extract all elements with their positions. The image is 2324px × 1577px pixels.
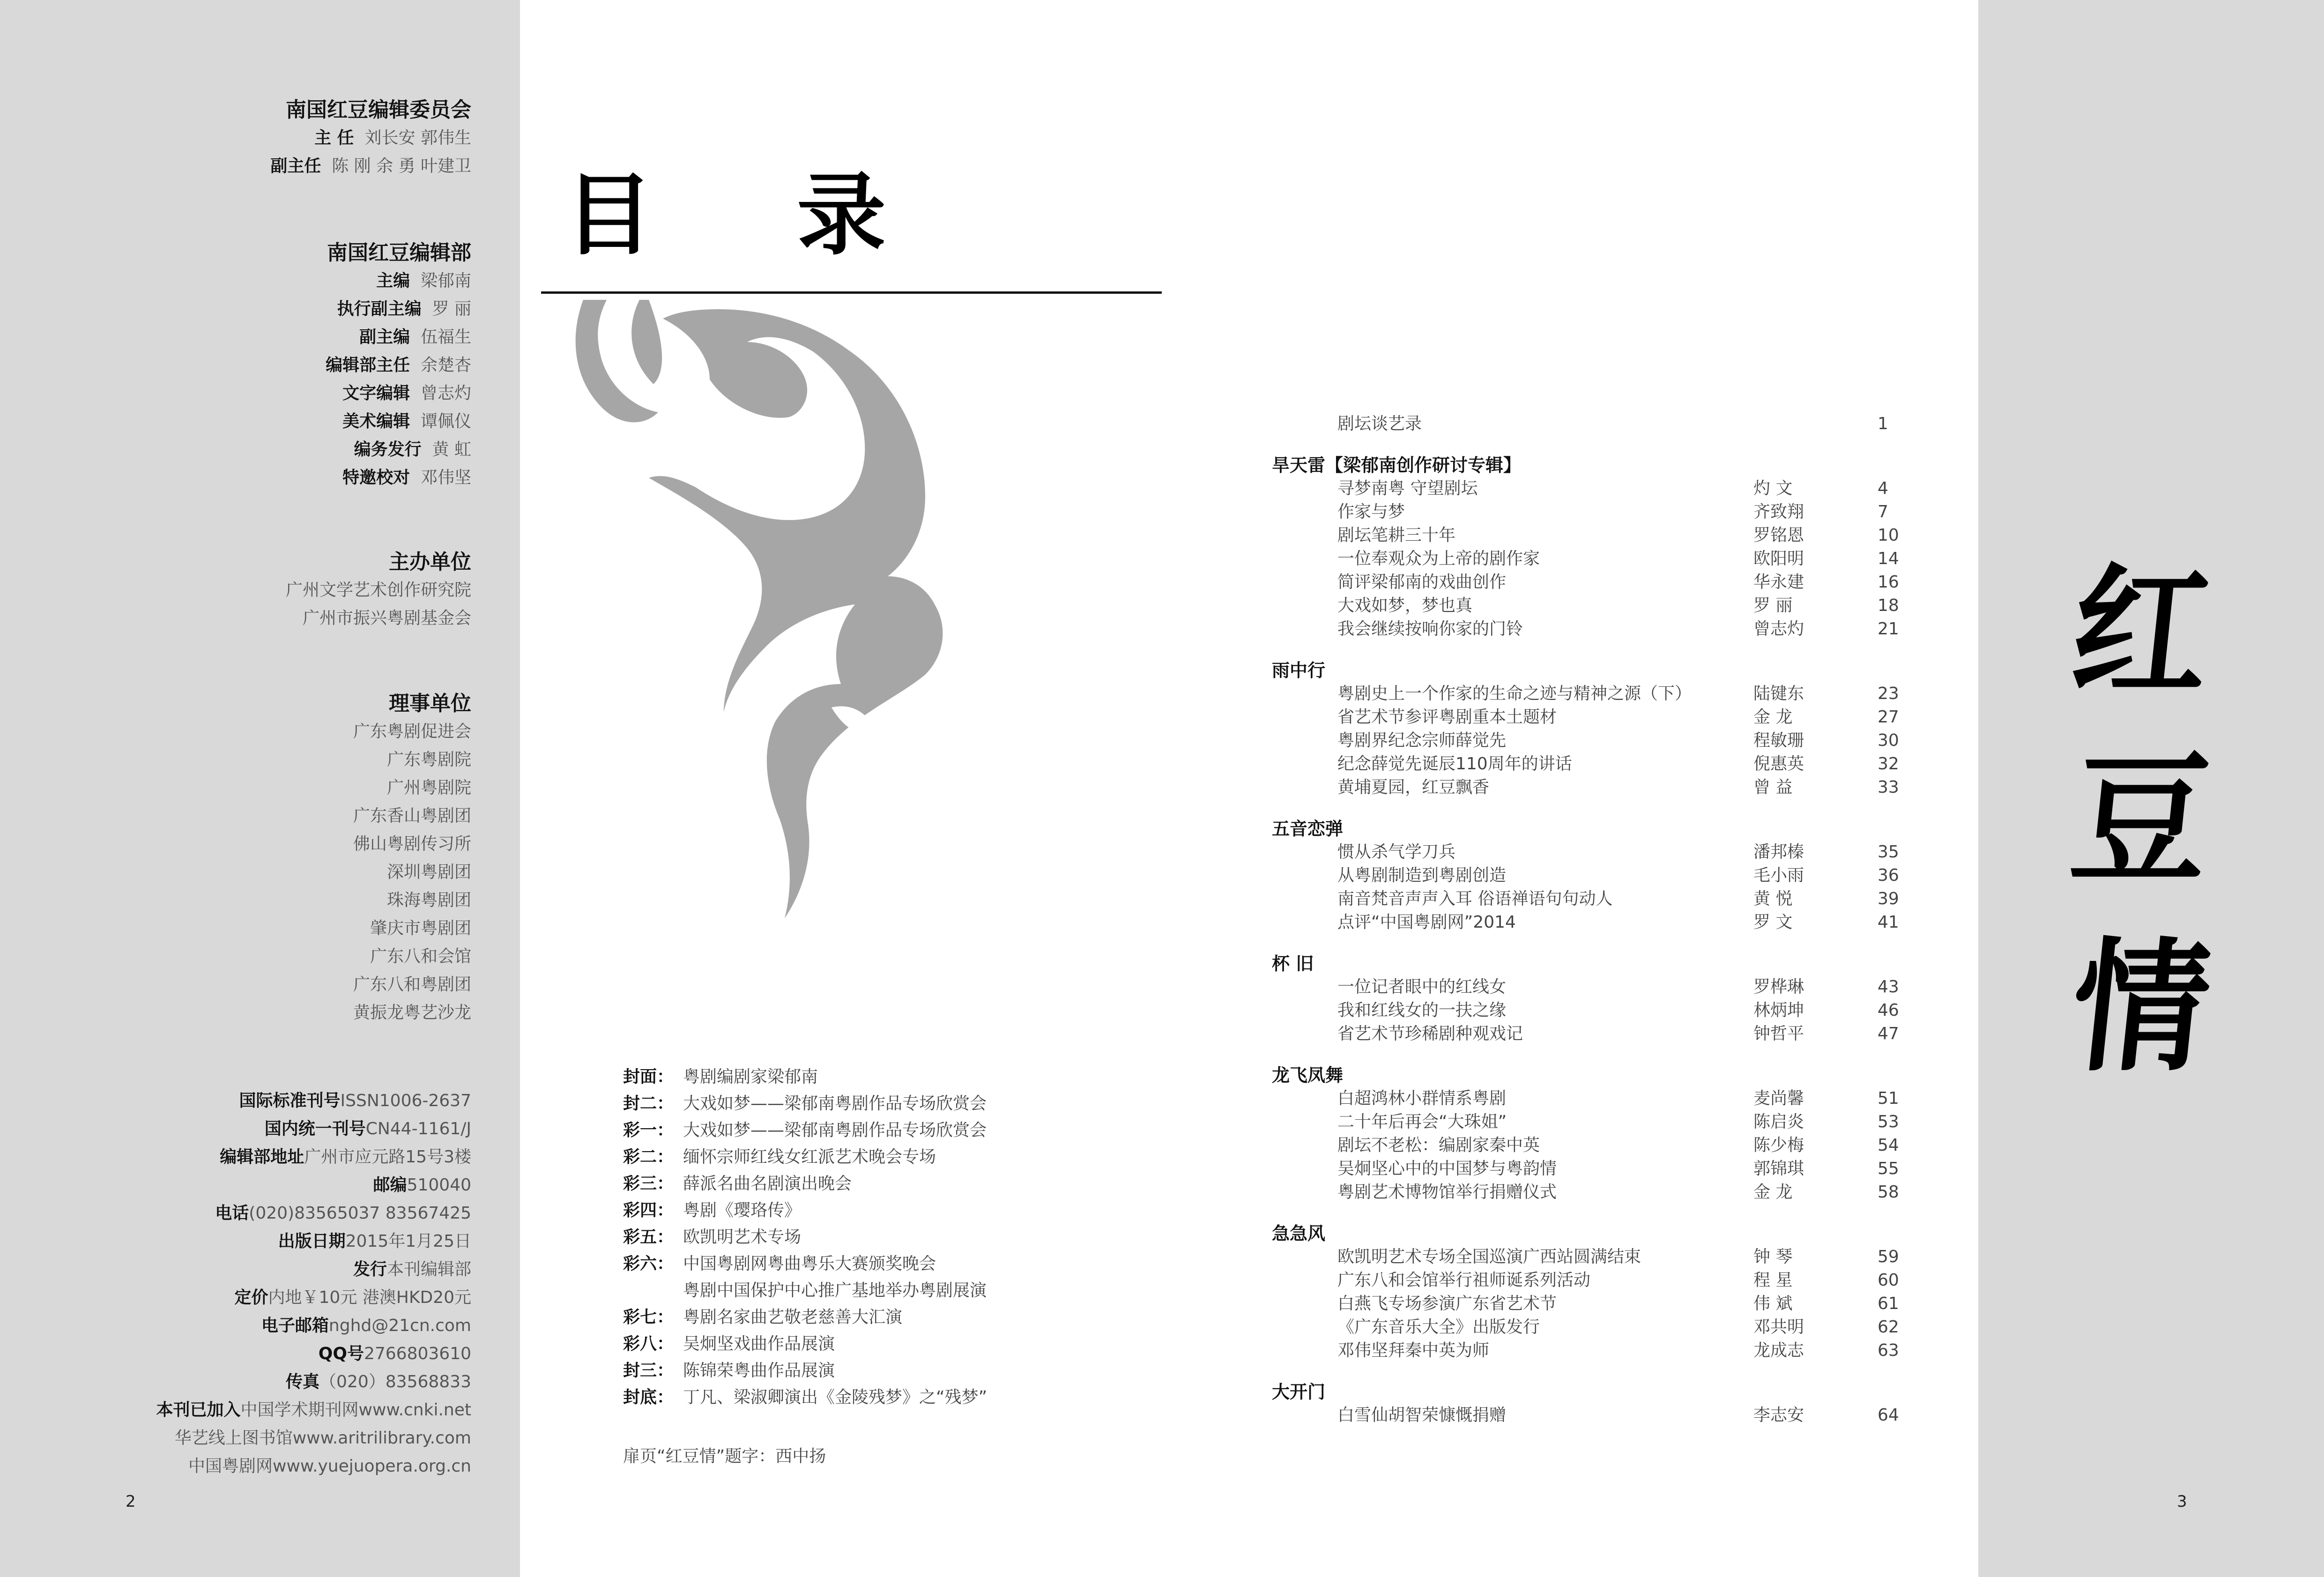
toc-item-page: 14 [1878, 549, 1899, 568]
toc-item-page: 51 [1878, 1089, 1899, 1108]
editorial-block [143, 239, 471, 492]
toc-item-author: 钟 琴 [1753, 1247, 1793, 1266]
toc-item-page: 59 [1878, 1247, 1899, 1266]
committee-block [143, 96, 471, 180]
toc-item-page: 23 [1878, 684, 1899, 703]
caption-row: 彩六： 中国粤剧网粤曲粤乐大赛颁奖晚会 [623, 1254, 936, 1273]
toc-section-heading: 大开门 [1272, 1382, 1326, 1402]
calligraphy-credit: 扉页“红豆情”题字：西中扬 [623, 1447, 826, 1466]
toc-item-page: 62 [1878, 1317, 1899, 1337]
toc-item-title: 寻梦南粤 守望剧坛 [1337, 479, 1478, 498]
editorial-row: 编辑部主任 余楚杏 [326, 356, 471, 375]
toc-item[interactable] [1272, 776, 1904, 799]
toc-item-page: 36 [1878, 866, 1899, 885]
calligraphy-title [2061, 539, 2220, 1101]
toc-item-author: 林炳坤 [1753, 1001, 1804, 1020]
toc-item-title: 粤剧界纪念宗师薛觉先 [1337, 731, 1507, 750]
toc-item-title: 简评梁郁南的戏曲创作 [1337, 573, 1507, 592]
caption-row: 封三： 陈锦荣粤曲作品展演 [623, 1361, 835, 1380]
toc-item-title: 二十年后再会“大珠姐” [1337, 1112, 1507, 1131]
toc-item-title: 剧坛不老松：编剧家秦中英 [1337, 1136, 1540, 1155]
toc-section-heading: 急急风 [1272, 1223, 1326, 1244]
calligraphy-char: 红 [2064, 549, 2218, 716]
caption-row: 彩五： 欧凯明艺术专场 [623, 1227, 802, 1247]
toc-item[interactable] [1272, 841, 1904, 864]
editorial-row: 执行副主编 罗 丽 [337, 299, 471, 319]
toc-item-author: 灼 文 [1753, 479, 1793, 498]
toc-section-heading: 雨中行 [1272, 660, 1326, 681]
caption-row: 封面： 粤剧编剧家梁郁南 [623, 1067, 818, 1086]
toc-section-heading: 旱天雷【梁郁南创作研讨专辑】 [1272, 455, 1522, 476]
caption-row: 粤剧中国保护中心推广基地举办粤剧展演 [683, 1281, 987, 1300]
info-row: 电话(020)83565037 83567425 [215, 1204, 471, 1223]
toc-item-page: 35 [1878, 842, 1899, 862]
toc-item-author: 曾志灼 [1753, 619, 1804, 639]
toc-item-page: 27 [1878, 707, 1899, 727]
info-row: 国际标准刊号ISSN1006-2637 [239, 1091, 471, 1110]
toc-item-author: 龙成志 [1753, 1341, 1804, 1360]
toc-item-author: 陆键东 [1753, 684, 1804, 703]
council-item: 广东粤剧促进会 [353, 722, 471, 741]
toc-item-page: 32 [1878, 754, 1899, 774]
caption-row: 彩八： 吴炯坚戏曲作品展演 [623, 1334, 835, 1354]
toc-item-author: 邓共明 [1753, 1317, 1804, 1337]
toc-item-page: 33 [1878, 778, 1899, 797]
toc-item[interactable] [1272, 1087, 1904, 1110]
publication-info-block [143, 1087, 471, 1480]
caption-row: 彩七： 粤剧名家曲艺敬老慈善大汇演 [623, 1308, 903, 1327]
toc-item-page: 21 [1878, 619, 1899, 639]
toc-item-author: 金 龙 [1753, 707, 1793, 727]
website-line: 中国粤剧网www.yuejuopera.org.cn [188, 1457, 471, 1476]
toc-item-author: 程 星 [1753, 1271, 1793, 1290]
toc-item[interactable] [1272, 1157, 1904, 1181]
sponsor-item: 广州文学艺术创作研究院 [285, 580, 471, 600]
info-row: 邮编510040 [373, 1175, 471, 1195]
caption-row: 封底： 丁凡、梁淑卿演出《金陵残梦》之“残梦” [623, 1388, 988, 1407]
toc-item-title: 一位奉观众为上帝的剧作家 [1337, 549, 1540, 568]
toc-item-page: 60 [1878, 1271, 1899, 1290]
title-rule [541, 291, 1162, 294]
toc-item[interactable] [1272, 1022, 1904, 1046]
toc-item-author: 齐致翔 [1753, 502, 1804, 521]
toc-item[interactable] [1272, 571, 1904, 594]
editorial-row: 美术编辑 谭佩仪 [342, 412, 471, 431]
toc-item-author: 黄 悦 [1753, 889, 1793, 908]
toc-item-author: 李志安 [1753, 1406, 1804, 1425]
toc-item-page: 58 [1878, 1183, 1899, 1202]
toc-item-author: 倪惠英 [1753, 754, 1804, 774]
council-item: 深圳粤剧团 [386, 863, 471, 882]
editorial-row: 文字编辑 曾志灼 [342, 384, 471, 403]
toc-item-page: 43 [1878, 977, 1899, 997]
info-row: 编辑部地址广州市应元路15号3楼 [220, 1147, 471, 1167]
editorial-row: 主编 梁郁南 [376, 271, 471, 290]
caption-row: 彩四： 粤剧《璎珞传》 [623, 1201, 802, 1220]
toc-item-page: 55 [1878, 1159, 1899, 1178]
toc-item[interactable] [1272, 752, 1904, 776]
toc-item-title: 南音梵音声声入耳 俗语禅语句句动人 [1337, 889, 1613, 908]
toc-item-author: 陈少梅 [1753, 1136, 1804, 1155]
committee-row: 主 任 刘长安 郭伟生 [314, 128, 471, 148]
council-item: 广东粤剧院 [386, 750, 471, 769]
toc-item-title: 大戏如梦，梦也真 [1337, 596, 1473, 615]
toc-item-title: 白超鸿林小群情系粤剧 [1337, 1089, 1507, 1108]
info-row: 定价内地￥10元 港澳HKD20元 [234, 1288, 471, 1307]
toc-item-author: 曾 益 [1753, 778, 1793, 797]
toc-item-author: 罗 文 [1753, 913, 1793, 932]
toc-section-heading: 五音恋弹 [1272, 818, 1344, 839]
editorial-row: 特邀校对 邓伟坚 [342, 468, 471, 487]
info-row: 电子邮箱nghd@21cn.com [261, 1316, 471, 1335]
toc-item[interactable] [1272, 975, 1904, 999]
council-item: 佛山粤剧传习所 [353, 834, 471, 854]
info-row: 国内统一刊号CN44-1161/J [264, 1119, 471, 1138]
info-row: 发行本刊编辑部 [353, 1260, 471, 1279]
council-item: 肇庆市粤剧团 [370, 919, 471, 938]
toc-item[interactable] [1272, 1404, 1904, 1427]
toc-item-title: 邓伟坚拜秦中英为师 [1337, 1341, 1490, 1360]
toc-item[interactable] [1272, 1292, 1904, 1316]
info-row: 本刊已加入中国学术期刊网www.cnki.net [156, 1400, 471, 1420]
toc-item-author: 罗桦琳 [1753, 977, 1804, 997]
toc-item-author: 罗 丽 [1753, 596, 1793, 615]
toc-item-author: 伟 斌 [1753, 1294, 1793, 1313]
toc-item-page: 39 [1878, 889, 1899, 908]
toc-item-author: 罗铭恩 [1753, 526, 1804, 545]
toc-item-author: 程敏珊 [1753, 731, 1804, 750]
toc-item[interactable] [1272, 999, 1904, 1022]
table-of-contents [1272, 412, 1904, 1427]
toc-item-author: 欧阳明 [1753, 549, 1804, 568]
toc-item-page: 30 [1878, 731, 1899, 750]
page-title: 目 录 [564, 164, 943, 267]
toc-item-title: 我会继续按响你家的门铃 [1337, 619, 1523, 639]
toc-item-title: 粤剧史上一个作家的生命之迹与精神之源（下） [1337, 684, 1692, 703]
editorial-heading: 南国红豆编辑部 [327, 241, 471, 265]
toc-item-title: 省艺术节珍稀剧种观戏记 [1337, 1024, 1523, 1043]
toc-item-page: 41 [1878, 913, 1899, 932]
toc-item-page: 10 [1878, 526, 1899, 545]
info-row: 传真（020）83568833 [286, 1372, 471, 1391]
toc-item[interactable] [1272, 617, 1904, 641]
toc-item-title: 作家与梦 [1337, 502, 1405, 521]
info-row: QQ号2766803610 [318, 1344, 471, 1363]
website-line: 华艺线上图书馆www.aritrilibrary.com [174, 1428, 471, 1448]
toc-item[interactable] [1272, 864, 1904, 887]
page-number-left: 2 [126, 1492, 136, 1511]
toc-item-title: 一位记者眼中的红线女 [1337, 977, 1507, 997]
toc-item-author: 陈启炎 [1753, 1112, 1804, 1131]
toc-item[interactable] [1272, 1269, 1904, 1292]
editorial-row: 副主编 伍福生 [359, 327, 471, 347]
council-item: 黄振龙粤艺沙龙 [353, 1003, 471, 1022]
toc-item[interactable] [1272, 594, 1904, 617]
toc-item[interactable] [1272, 547, 1904, 571]
toc-item-page: 4 [1878, 479, 1888, 498]
page-number-right: 3 [2177, 1492, 2187, 1511]
caption-row: 彩一： 大戏如梦——梁郁南粤剧作品专场欣赏会 [623, 1121, 987, 1140]
toc-item-author: 钟哲平 [1753, 1024, 1804, 1043]
caption-row: 彩二： 缅怀宗师红线女红派艺术晚会专场 [623, 1147, 936, 1167]
caption-row: 彩三： 薛派名曲名剧演出晚会 [623, 1174, 852, 1193]
toc-item-author: 金 龙 [1753, 1183, 1793, 1202]
toc-item-page: 64 [1878, 1406, 1899, 1425]
info-row: 出版日期2015年1月25日 [278, 1232, 471, 1251]
toc-item-title: 白雪仙胡智荣慷慨捐赠 [1337, 1406, 1507, 1425]
toc-item-title: 吴炯坚心中的中国梦与粤韵情 [1337, 1159, 1557, 1178]
sponsor-block [143, 548, 471, 632]
toc-item[interactable] [1272, 887, 1904, 911]
toc-item-title: 我和红线女的一扶之缘 [1337, 1001, 1507, 1020]
editorial-row: 编务发行 黄 虹 [354, 440, 471, 459]
toc-item-title: 点评“中国粤剧网”2014 [1337, 913, 1516, 932]
toc-item-title: 《广东音乐大全》出版发行 [1337, 1317, 1540, 1337]
council-item: 广东八和粤剧团 [353, 975, 471, 994]
toc-item[interactable] [1272, 1316, 1904, 1339]
toc-item[interactable] [1272, 706, 1904, 729]
toc-item-page: 61 [1878, 1294, 1899, 1313]
toc-item-page: 47 [1878, 1024, 1899, 1043]
toc-item-page: 46 [1878, 1001, 1899, 1020]
toc-item-author: 潘邦榛 [1753, 842, 1804, 862]
toc-item-page: 63 [1878, 1341, 1899, 1360]
toc-item[interactable] [1272, 1134, 1904, 1157]
calligraphy-char: 情 [2064, 923, 2218, 1091]
toc-item[interactable] [1272, 1110, 1904, 1134]
toc-item-author: 毛小雨 [1753, 866, 1804, 885]
toc-item-title: 广东八和会馆举行祖师诞系列活动 [1337, 1271, 1591, 1290]
toc-item[interactable] [1272, 524, 1904, 547]
toc-item-title: 惯从杀气学刀兵 [1337, 842, 1456, 862]
toc-item[interactable] [1272, 500, 1904, 524]
council-item: 珠海粤剧团 [386, 891, 471, 910]
toc-item-author: 麦尚馨 [1753, 1089, 1804, 1108]
photo-captions [623, 1064, 1068, 1411]
toc-item[interactable] [1272, 1339, 1904, 1362]
toc-item-title: 白燕飞专场参演广东省艺术节 [1337, 1294, 1557, 1313]
toc-item[interactable] [1272, 477, 1904, 500]
council-block [143, 690, 471, 1027]
calligraphy-char: 豆 [2064, 736, 2218, 904]
toc-item-title: 省艺术节参评粤剧重本土题材 [1337, 707, 1557, 727]
toc-item[interactable] [1272, 911, 1904, 934]
toc-section-heading: 杯 旧 [1272, 953, 1314, 974]
toc-item-page: 54 [1878, 1136, 1899, 1155]
toc-item-title: 欧凯明艺术专场全国巡演广西站圆满结束 [1337, 1247, 1641, 1266]
decorative-swirl-graphic [569, 300, 953, 946]
council-item: 广东八和会馆 [370, 947, 471, 966]
toc-item-page: 53 [1878, 1112, 1899, 1131]
council-item: 广州粤剧院 [386, 778, 471, 797]
toc-item[interactable] [1272, 729, 1904, 752]
caption-row: 封二： 大戏如梦——梁郁南粤剧作品专场欣赏会 [623, 1094, 987, 1113]
toc-item-title: 剧坛笔耕三十年 [1337, 526, 1456, 545]
toc-item-title: 从粤剧制造到粤剧创造 [1337, 866, 1507, 885]
toc-item-title: 黄埔夏园，红豆飘香 [1337, 778, 1490, 797]
toc-item[interactable]: 剧坛谈艺录 1 [1337, 414, 1888, 433]
council-item: 广东香山粤剧团 [353, 806, 471, 826]
toc-item-author: 华永建 [1753, 573, 1804, 592]
committee-heading: 南国红豆编辑委员会 [286, 98, 471, 122]
toc-item[interactable] [1272, 1245, 1904, 1269]
toc-item[interactable] [1272, 682, 1904, 706]
toc-item-page: 7 [1878, 502, 1888, 521]
sponsor-item: 广州市振兴粤剧基金会 [302, 609, 471, 628]
committee-row: 副主任 陈 刚 余 勇 叶建卫 [270, 156, 471, 176]
toc-item-title: 粤剧艺术博物馆举行捐赠仪式 [1337, 1183, 1557, 1202]
toc-item-author: 郭锦琪 [1753, 1159, 1804, 1178]
council-heading: 理事单位 [389, 692, 471, 715]
sponsor-heading: 主办单位 [389, 550, 471, 574]
toc-item-page: 18 [1878, 596, 1899, 615]
toc-item-page: 16 [1878, 573, 1899, 592]
toc-section-heading: 龙飞凤舞 [1272, 1065, 1344, 1086]
toc-item[interactable] [1272, 1181, 1904, 1204]
toc-item-title: 纪念薛觉先诞辰110周年的讲话 [1337, 754, 1572, 774]
